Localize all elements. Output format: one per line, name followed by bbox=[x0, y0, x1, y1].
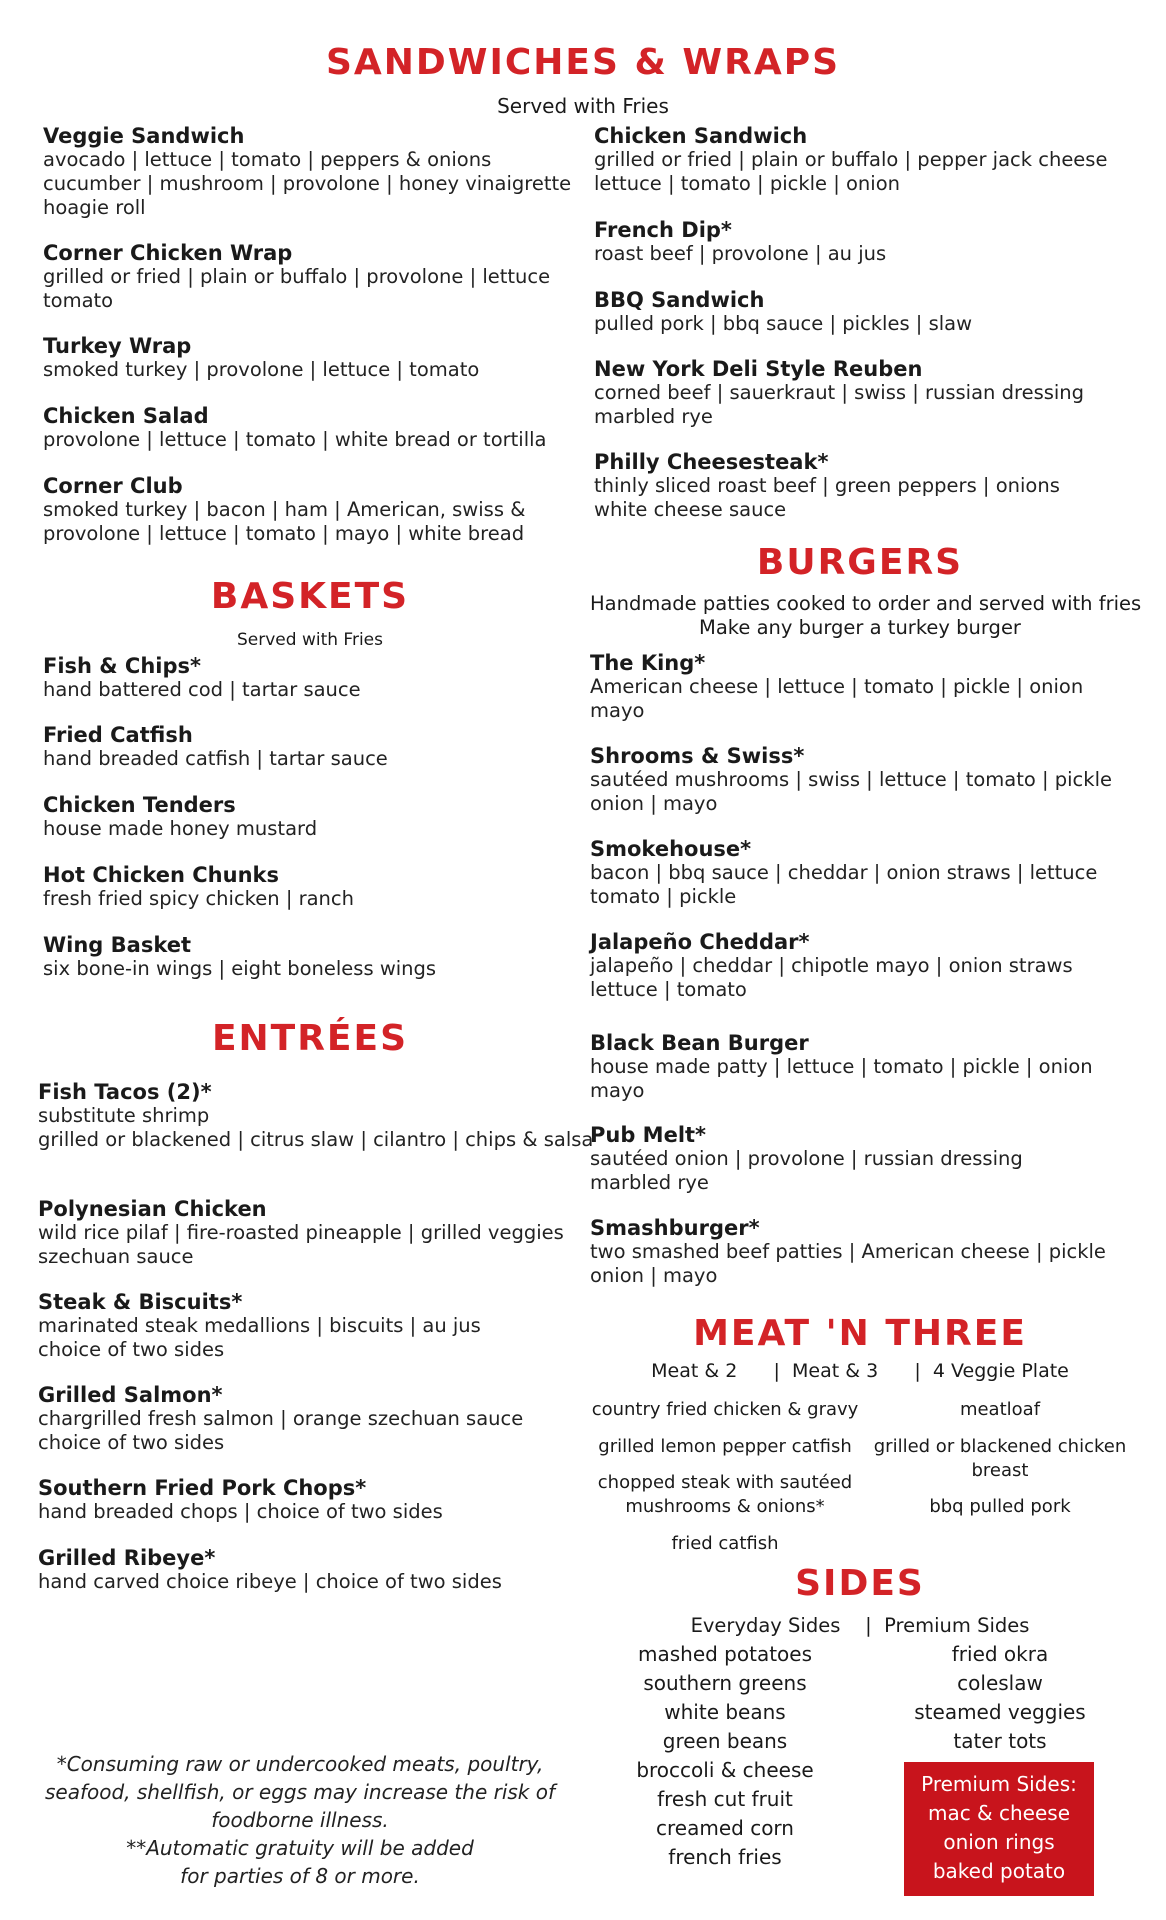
baskets-subtitle: Served with Fries bbox=[237, 630, 383, 650]
burgers-subtitle-2: Make any burger a turkey burger bbox=[699, 616, 1021, 639]
meat-option: fried catfish bbox=[671, 1533, 779, 1554]
item-name: The King* bbox=[590, 651, 706, 675]
sandwiches-title: SANDWICHES & WRAPS bbox=[325, 42, 841, 83]
sandwiches-subtitle: Served with Fries bbox=[497, 94, 669, 118]
meat-option: chopped steak with sautéed mushrooms & onions* bbox=[597, 1472, 853, 1517]
premium-box-line: mac & cheese bbox=[927, 1801, 1071, 1825]
item-name: Corner Chicken Wrap bbox=[43, 241, 293, 265]
side-item: coleslaw bbox=[957, 1671, 1043, 1695]
side-item: fresh cut fruit bbox=[657, 1787, 793, 1811]
menu-item bbox=[43, 241, 550, 313]
premium-sides-list bbox=[880, 1640, 1120, 1756]
baskets-title: BASKETS bbox=[210, 576, 410, 617]
burgers-subtitle: Handmade patties cooked to order and served with fries bbox=[590, 592, 1142, 615]
item-name: BBQ Sandwich bbox=[594, 288, 765, 312]
item-name: Chicken Sandwich bbox=[594, 124, 808, 148]
item-desc: marinated steak medallions | biscuits | au jus choice of two sides bbox=[38, 1314, 481, 1361]
premium-sides-box bbox=[904, 1762, 1094, 1896]
premium-box-line: onion rings bbox=[943, 1830, 1055, 1854]
menu-item bbox=[590, 1031, 1093, 1103]
side-item: fried okra bbox=[951, 1642, 1049, 1666]
item-name: Fish & Chips* bbox=[43, 654, 202, 678]
menu-item bbox=[43, 124, 571, 220]
meat-option: meatloaf bbox=[959, 1399, 1041, 1420]
item-desc: smoked turkey | provolone | lettuce | tomato bbox=[43, 358, 480, 381]
menu-item bbox=[590, 1216, 1106, 1288]
footnote-line: *Consuming raw or undercooked meats, poultry, bbox=[56, 1752, 544, 1776]
item-desc: jalapeño | cheddar | chipotle mayo | onion straws lettuce | tomato bbox=[590, 954, 1073, 1001]
premium-box-line: Premium Sides: bbox=[921, 1772, 1077, 1796]
menu-item bbox=[590, 1123, 1023, 1195]
footnote-line: for parties of 8 or more. bbox=[180, 1864, 420, 1888]
menu-item bbox=[43, 933, 436, 981]
item-desc: hand battered cod | tartar sauce bbox=[43, 678, 361, 701]
item-name: Wing Basket bbox=[43, 933, 192, 957]
side-item: southern greens bbox=[643, 1671, 807, 1695]
item-desc: wild rice pilaf | fire-roasted pineapple | grilled veggies szechuan sauce bbox=[38, 1221, 564, 1268]
item-desc: pulled pork | bbq sauce | pickles | slaw bbox=[594, 312, 973, 335]
menu-item bbox=[590, 837, 1097, 909]
menu-item bbox=[43, 863, 354, 911]
item-desc: grilled or fried | plain or buffalo | pepper jack cheese lettuce | tomato | pickle | onion bbox=[594, 148, 1108, 195]
item-name: Philly Cheesesteak* bbox=[594, 450, 829, 474]
menu-item bbox=[43, 793, 317, 841]
everyday-sides-list bbox=[600, 1640, 850, 1872]
meat-option: grilled or blackened chicken breast bbox=[873, 1436, 1127, 1481]
item-name: Chicken Salad bbox=[43, 404, 209, 428]
side-item: mashed potatoes bbox=[637, 1642, 813, 1666]
menu-item bbox=[43, 334, 479, 382]
item-name: Chicken Tenders bbox=[43, 793, 236, 817]
item-name: Pub Melt* bbox=[590, 1123, 707, 1147]
footnote-line: **Automatic gratuity will be added bbox=[126, 1836, 474, 1860]
item-desc: bacon | bbq sauce | cheddar | onion straws | lettuce tomato | pickle bbox=[590, 861, 1098, 908]
menu-item bbox=[594, 357, 1084, 429]
item-name: Fried Catfish bbox=[43, 723, 193, 747]
item-name: Polynesian Chicken bbox=[38, 1197, 267, 1221]
item-name: Turkey Wrap bbox=[43, 334, 192, 358]
item-name: Hot Chicken Chunks bbox=[43, 863, 279, 887]
menu-item bbox=[590, 651, 1083, 723]
item-desc: two smashed beef patties | American cheese | pickle onion | mayo bbox=[590, 1240, 1106, 1287]
item-desc: grilled or fried | plain or buffalo | provolone | lettuce tomato bbox=[43, 265, 551, 312]
item-name: Corner Club bbox=[43, 474, 183, 498]
item-desc: house made patty | lettuce | tomato | pickle | onion mayo bbox=[590, 1055, 1093, 1102]
item-desc: corned beef | sauerkraut | swiss | russian dressing marbled rye bbox=[594, 381, 1085, 428]
item-desc: fresh fried spicy chicken | ranch bbox=[43, 887, 355, 910]
item-name: Grilled Salmon* bbox=[38, 1383, 223, 1407]
menu-item bbox=[38, 1080, 593, 1152]
side-item: creamed corn bbox=[656, 1816, 794, 1840]
item-desc: chargrilled fresh salmon | orange szechuan sauce choice of two sides bbox=[38, 1407, 524, 1454]
item-desc: sautéed onion | provolone | russian dressing marbled rye bbox=[590, 1147, 1023, 1194]
menu-item bbox=[43, 654, 361, 702]
menu-item bbox=[38, 1383, 523, 1455]
item-desc: provolone | lettuce | tomato | white bread or tortilla bbox=[43, 428, 547, 451]
footnote-line: foodborne illness. bbox=[211, 1808, 389, 1832]
side-item: broccoli & cheese bbox=[636, 1758, 814, 1782]
item-desc: hand breaded catfish | tartar sauce bbox=[43, 747, 388, 770]
item-name: Shrooms & Swiss* bbox=[590, 744, 805, 768]
item-name: French Dip* bbox=[594, 218, 732, 242]
item-name: New York Deli Style Reuben bbox=[594, 357, 923, 381]
item-name: Veggie Sandwich bbox=[43, 124, 245, 148]
sides-title: SIDES bbox=[795, 1563, 925, 1604]
item-desc: avocado | lettuce | tomato | peppers & onions cucumber | mushroom | provolone | honey vinaigrette hoagie roll bbox=[43, 148, 572, 219]
menu-item bbox=[594, 218, 886, 266]
item-name: Black Bean Burger bbox=[590, 1031, 809, 1055]
item-desc: house made honey mustard bbox=[43, 817, 318, 840]
side-item: steamed veggies bbox=[914, 1700, 1086, 1724]
sides-header: Everyday Sides | Premium Sides bbox=[690, 1614, 1030, 1637]
menu-item bbox=[38, 1290, 481, 1362]
footnote bbox=[40, 1750, 560, 1890]
item-name: Southern Fried Pork Chops* bbox=[38, 1476, 367, 1500]
menu-item bbox=[38, 1476, 443, 1524]
meat-option: grilled lemon pepper catfish bbox=[598, 1436, 852, 1457]
burgers-title: BURGERS bbox=[756, 542, 964, 583]
side-item: white beans bbox=[664, 1700, 786, 1724]
item-name: Fish Tacos (2)* bbox=[38, 1080, 212, 1104]
side-item: tater tots bbox=[953, 1729, 1047, 1753]
item-name: Smokehouse* bbox=[590, 837, 752, 861]
meat-n-three-header: Meat & 2 | Meat & 3 | 4 Veggie Plate bbox=[651, 1360, 1069, 1382]
item-desc: hand breaded chops | choice of two sides bbox=[38, 1500, 443, 1523]
side-item: green beans bbox=[662, 1729, 788, 1753]
menu-item bbox=[38, 1546, 502, 1594]
item-desc: substitute shrimp grilled or blackened | citrus slaw | cilantro | chips & salsa bbox=[38, 1104, 594, 1151]
item-desc: thinly sliced roast beef | green peppers | onions white cheese sauce bbox=[594, 474, 1060, 521]
item-name: Grilled Ribeye* bbox=[38, 1546, 216, 1570]
menu-item bbox=[594, 124, 1107, 196]
item-name: Smashburger* bbox=[590, 1216, 760, 1240]
item-desc: smoked turkey | bacon | ham | American, swiss & provolone | lettuce | tomato | mayo | white bread bbox=[43, 498, 526, 545]
item-desc: six bone-in wings | eight boneless wings bbox=[43, 957, 437, 980]
menu-item bbox=[590, 930, 1073, 1002]
meat-option: bbq pulled pork bbox=[929, 1496, 1071, 1517]
menu-item bbox=[43, 404, 547, 452]
item-desc: sautéed mushrooms | swiss | lettuce | tomato | pickle onion | mayo bbox=[590, 768, 1112, 815]
meat-n-three-title: MEAT 'N THREE bbox=[693, 1313, 1027, 1354]
menu-item bbox=[38, 1197, 564, 1269]
side-item: french fries bbox=[668, 1845, 782, 1869]
meat-option: country fried chicken & gravy bbox=[591, 1399, 859, 1420]
menu-item bbox=[590, 744, 1112, 816]
menu-item bbox=[43, 723, 388, 771]
item-name: Jalapeño Cheddar* bbox=[590, 930, 810, 954]
premium-box-line: baked potato bbox=[932, 1859, 1066, 1883]
item-name: Steak & Biscuits* bbox=[38, 1290, 243, 1314]
item-desc: hand carved choice ribeye | choice of two sides bbox=[38, 1570, 502, 1593]
item-desc: American cheese | lettuce | tomato | pickle | onion mayo bbox=[590, 675, 1084, 722]
menu-item bbox=[43, 474, 525, 546]
entrees-title: ENTRÉES bbox=[211, 1018, 409, 1059]
item-desc: roast beef | provolone | au jus bbox=[594, 242, 887, 265]
menu-item bbox=[594, 288, 972, 336]
menu-item bbox=[594, 450, 1060, 522]
footnote-line: seafood, shellfish, or eggs may increase the risk of bbox=[44, 1780, 556, 1804]
